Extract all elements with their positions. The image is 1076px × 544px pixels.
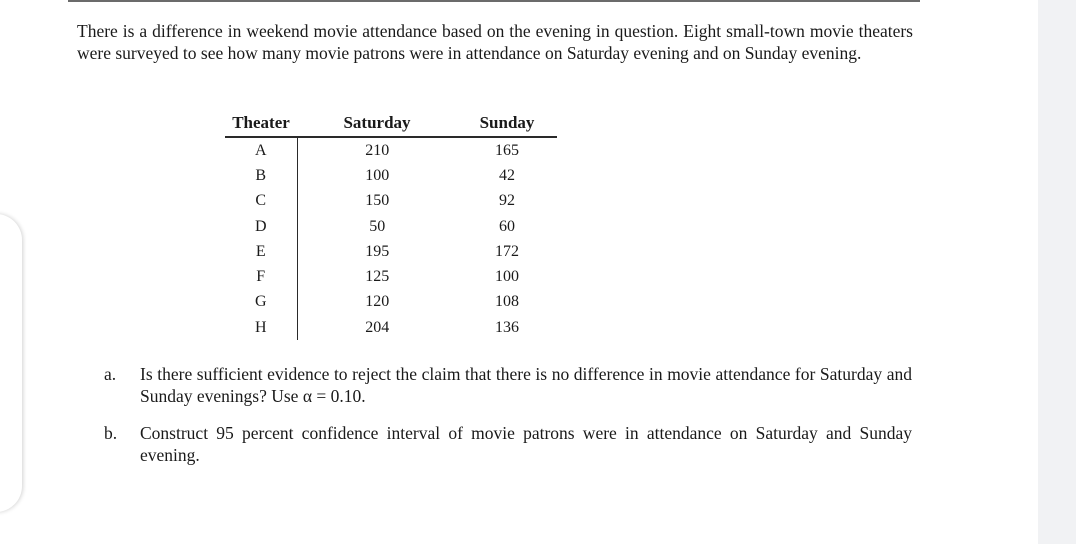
sunday-cell: 165 — [495, 141, 519, 159]
theater-cell: E — [225, 239, 297, 264]
question-item — [104, 422, 912, 466]
table-row — [225, 214, 557, 239]
theater-cell: F — [225, 264, 297, 289]
saturday-cell: 125 — [365, 268, 390, 286]
saturday-cell: 204 — [365, 318, 390, 336]
question-text: Is there sufficient evidence to reject the claim that there is no difference in movie attendance for Saturday and Sunday evenings? Use α = 0.10. — [140, 364, 912, 406]
header-sunday: Sunday — [457, 110, 557, 137]
sunday-cell: 100 — [495, 268, 519, 286]
header-theater: Theater — [225, 110, 297, 137]
sunday-cell: 172 — [495, 242, 519, 260]
sunday-cell: 42 — [499, 166, 515, 184]
saturday-cell: 150 — [365, 192, 390, 210]
top-divider — [68, 0, 920, 2]
theater-cell: A — [225, 137, 297, 163]
table-row — [225, 290, 557, 315]
table-row — [225, 189, 557, 214]
theater-cell: D — [225, 214, 297, 239]
question-list — [104, 363, 912, 481]
sunday-cell: 108 — [495, 293, 519, 311]
question-letter: b. — [104, 423, 118, 443]
table-row — [225, 163, 557, 188]
attendance-table — [225, 110, 557, 340]
sunday-cell: 60 — [499, 217, 515, 235]
saturday-cell: 195 — [365, 242, 390, 260]
question-item — [104, 363, 912, 407]
table-row — [225, 264, 557, 289]
table-row — [225, 239, 557, 264]
question-text: Construct 95 percent confidence interval of movie patrons were in attendance on Saturday and Sunday evening. — [140, 423, 912, 465]
saturday-cell: 100 — [365, 166, 390, 184]
question-letter: a. — [104, 364, 117, 384]
problem-intro: There is a difference in weekend movie attendance based on the evening in question. Eight small-town movie theaters were surveyed to see how many movie patrons were in attendance on Saturday evening and on Sunday evening. — [77, 21, 913, 63]
right-side-panel — [1038, 0, 1076, 544]
theater-cell: G — [225, 290, 297, 315]
table-row — [225, 315, 557, 340]
saturday-cell: 50 — [369, 217, 386, 235]
table-header-row — [225, 110, 557, 137]
theater-cell: H — [225, 315, 297, 340]
header-saturday: Saturday — [297, 110, 457, 137]
sunday-cell: 92 — [499, 192, 515, 210]
table-row — [225, 137, 557, 163]
saturday-cell: 120 — [365, 293, 390, 311]
saturday-cell: 210 — [365, 141, 390, 159]
theater-cell: C — [225, 189, 297, 214]
side-drawer-handle[interactable] — [0, 214, 22, 512]
sunday-cell: 136 — [495, 318, 519, 336]
theater-cell: B — [225, 163, 297, 188]
